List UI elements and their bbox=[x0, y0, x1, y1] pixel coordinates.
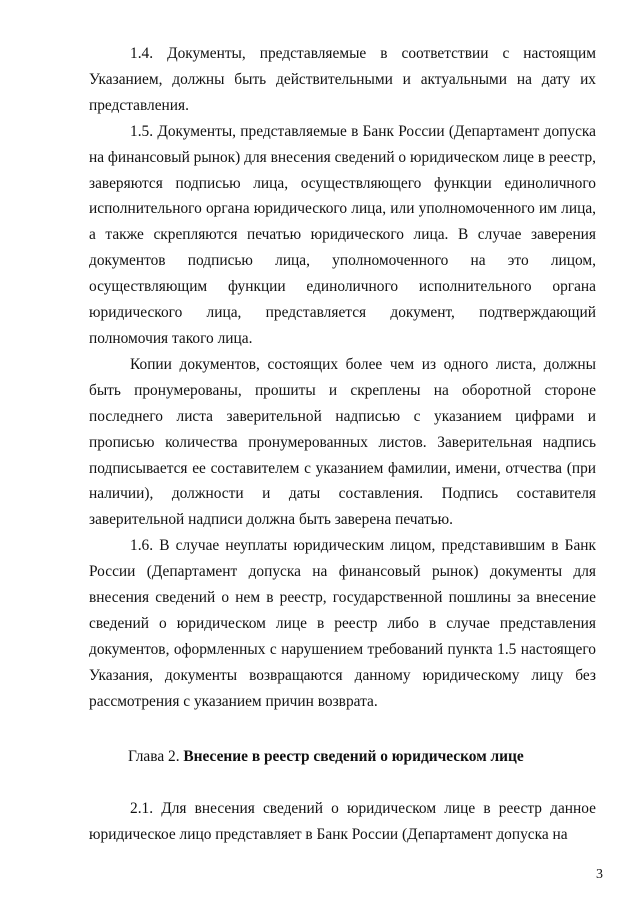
document-page bbox=[89, 41, 596, 848]
paragraph-1-5: 1.5. Документы, представляемые в Банк России (Департамент допуска на финансовый рынок) для внесения сведений о юридическом лице в реестр, заверяются подписью лица, осуществляющего функции единоличного исполнительного органа юридического лица, или уполномоченного им лица, а также скрепляются печатью юридического лица. В случае заверения документов подписью лица, уполномоченного на это лицом, осуществляющим функции единоличного исполнительного органа юридического лица, представляется документ, подтверждающий полномочия такого лица. bbox=[89, 122, 596, 347]
paragraph-1-4: 1.4. Документы, представляемые в соответствии с настоящим Указанием, должны быть действительными и актуальными на дату их представления. bbox=[89, 45, 596, 114]
chapter-title: Внесение в реестр сведений о юридическом лице bbox=[183, 747, 524, 765]
paragraph-copies: Копии документов, состоящих более чем из одного листа, должны быть пронумерованы, прошиты и скреплены на оборотной стороне последнего листа заверительной надписью с указанием цифрами и прописью количества пронумерованных листов. Заверительная надпись подписывается ее составителем с указанием фамилии, имени, отчества (при наличии), должности и даты составления. Подпись составителя заверительной надписи должна быть заверена печатью. bbox=[89, 355, 596, 529]
chapter-prefix: Глава 2. bbox=[128, 747, 180, 765]
paragraph-1-6: 1.6. В случае неуплаты юридическим лицом, представившим в Банк России (Департамент допуска на финансовый рынок) документы для внесения сведений о нем в реестр, государственной пошлины за внесение сведений о юридическом лице в реестр либо в случае представления документов, оформленных с нарушением требований пункта 1.5 настоящего Указания, документы возвращаются данному юридическому лицу без рассмотрения с указанием причин возврата. bbox=[89, 537, 596, 710]
paragraph-2-1: 2.1. Для внесения сведений о юридическом лице в реестр данное юридическое лицо представляет в Банк России (Департамент допуска на bbox=[89, 800, 596, 844]
page-number: 3 bbox=[596, 867, 603, 882]
chapter-heading bbox=[89, 744, 596, 770]
